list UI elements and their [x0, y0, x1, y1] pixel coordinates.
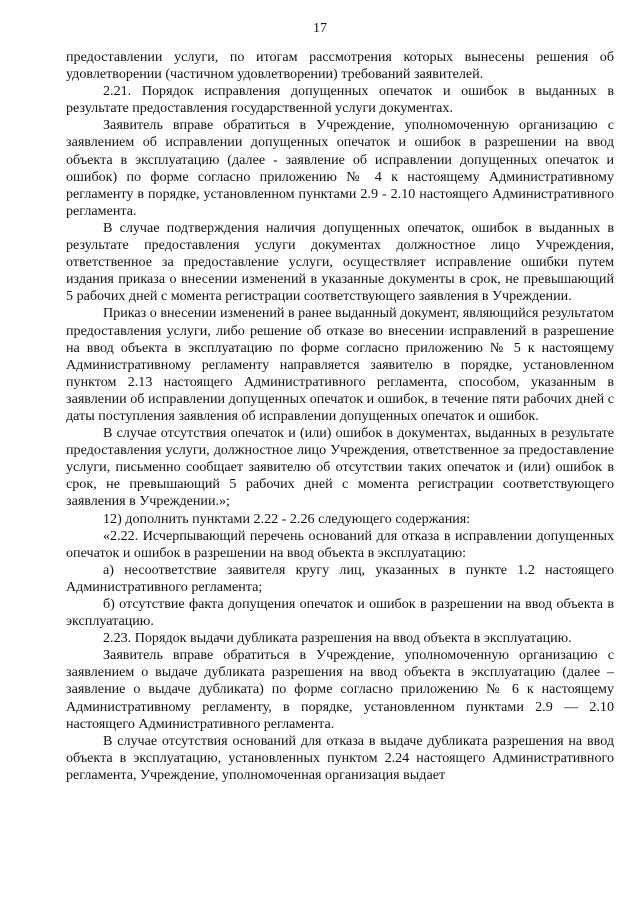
paragraph-2-21-heading: 2.21. Порядок исправления допущенных опечаток и ошибок в выданных в результате предоставления государственной услуги документах. — [66, 83, 614, 117]
paragraph-last: В случае отсутствия оснований для отказа в выдаче дубликата разрешения на ввод объекта в эксплуатацию, установленных пунктом 2.24 настоящего Административного регламента, Учреждение, уполномоченная организация выдает — [66, 732, 614, 783]
paragraph: Заявитель вправе обратиться в Учреждение, уполномоченную организацию с заявлением о выдаче дубликата разрешения на ввод объекта в эксплуатацию (далее – заявление о выдаче дубликата) по форме согласно приложению № 6 к настоящему Административному регламенту, в порядке, установленном пунктами 2.9 — 2.10 настоящего Административного регламента. — [66, 647, 614, 732]
list-item-b: б) отсутствие факта допущения опечаток и ошибок в разрешении на ввод объекта в эксплуатацию. — [66, 596, 614, 630]
paragraph-continuation: предоставлении услуги, по итогам рассмотрения которых вынесены решения об удовлетворении (частичном удовлетворении) требований заявителей. — [66, 49, 614, 83]
paragraph-2-23-heading: 2.23. Порядок выдачи дубликата разрешения на ввод объекта в эксплуатацию. — [103, 630, 572, 647]
paragraph: Приказ о внесении изменений в ранее выданный документ, являющийся результатом предоставления услуги, либо решение об отказе во внесении исправлений в разрешение на ввод объекта в эксплуатацию по форме согласно приложению № 5 к настоящему Административному регламенту направляется заявителю в порядке, установленном пунктом 2.13 настоящего Административного регламента, способом, указанным в заявлении об исправлении допущенных опечаток и ошибок, в течение пяти рабочих дней с даты поступления заявления об исправлении допущенных опечаток и ошибок. — [66, 305, 614, 424]
paragraph-amendment-12: 12) дополнить пунктами 2.22 - 2.26 следующего содержания: — [103, 510, 471, 527]
page-number: 17 — [313, 21, 327, 36]
paragraph: В случае отсутствия опечаток и (или) ошибок в документах, выданных в результате предоставления услуги, должностное лицо Учреждения, ответственное за предоставление услуги, письменно сообщает заявителю об отсутствии таких опечаток и (или) ошибок в срок, не превышающий 5 рабочих дней с момента регистрации соответствующего заявления в Учреждении.»; — [66, 425, 614, 510]
document-body — [66, 49, 614, 784]
paragraph: В случае подтверждения наличия допущенных опечаток, ошибок в выданных в результате предоставления услуги документах должностное лицо Учреждения, ответственное за предоставление услуги, осуществляет исправление ошибки путем издания приказа о внесении изменений в указанные документы в срок, не превышающий 5 рабочих дней с момента регистрации соответствующего заявления в Учреждении. — [66, 219, 614, 305]
paragraph: Заявитель вправе обратиться в Учреждение, уполномоченную организацию с заявлением об исправлении допущенных опечаток и ошибок в разрешении на ввод объекта в эксплуатацию (далее - заявление об исправлении допущенных опечаток и ошибок) по форме согласно приложению № 4 к настоящему Административному регламенту в порядке, установленном пунктами 2.9 - 2.10 настоящего Административного регламента. — [66, 117, 614, 219]
list-item-a: а) несоответствие заявителя кругу лиц, указанных в пункте 1.2 настоящего Административного регламента; — [66, 561, 614, 595]
paragraph-2-22-heading: «2.22. Исчерпывающий перечень оснований для отказа в исправлении допущенных опечаток и ошибок в разрешении на ввод объекта в эксплуатацию: — [66, 527, 614, 561]
